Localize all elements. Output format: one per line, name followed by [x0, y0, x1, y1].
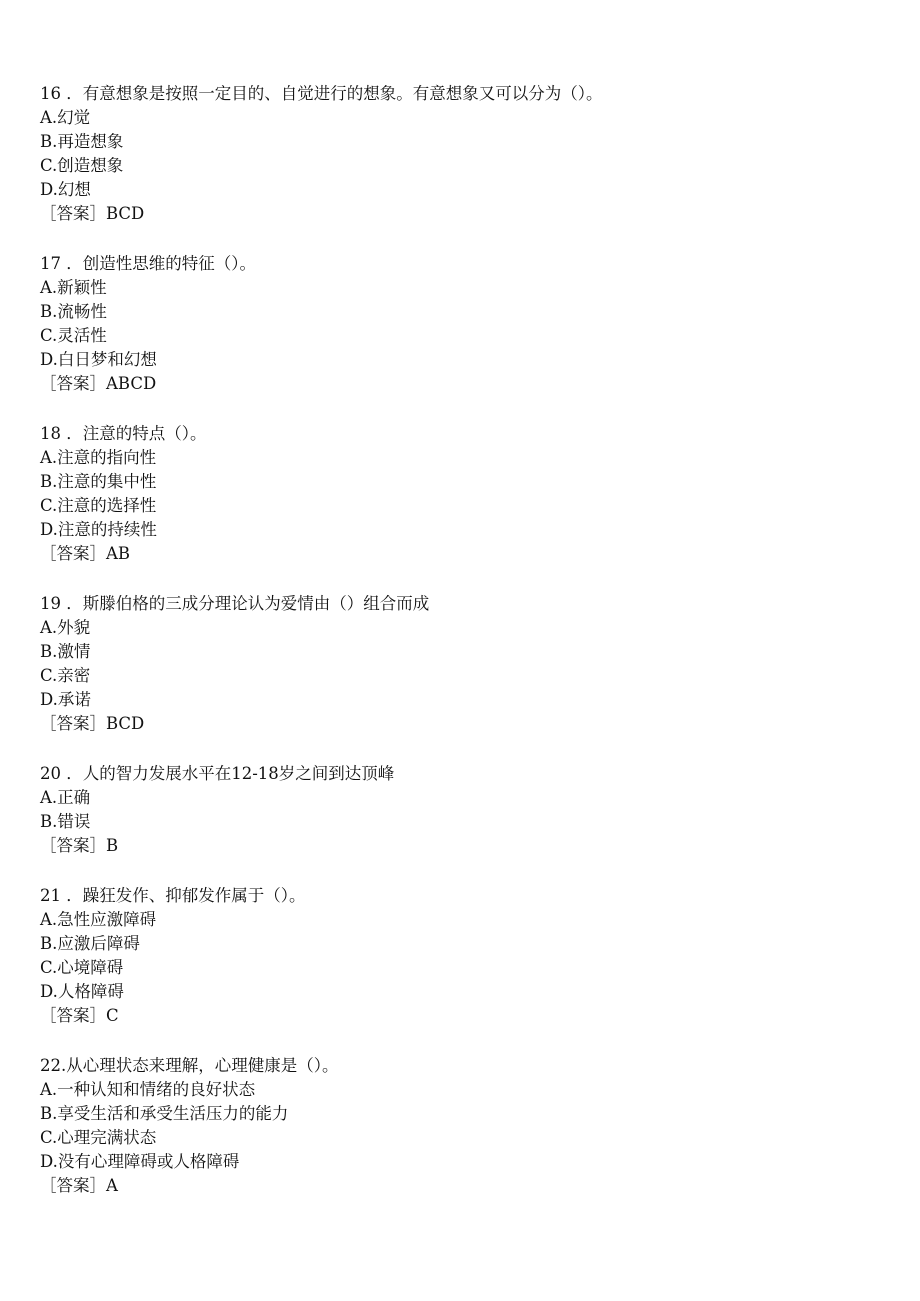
option-b: B.享受生活和承受生活压力的能力: [40, 1104, 289, 1123]
option-a: A.正确: [40, 788, 91, 807]
question-17: [40, 252, 880, 396]
option-c: C.心理完满状态: [40, 1128, 157, 1147]
option-d: D.白日梦和幻想: [40, 350, 157, 369]
answer-line: ［答案］AB: [40, 544, 131, 563]
option-d: D.没有心理障碍或人格障碍: [40, 1152, 240, 1171]
option-b: B.激情: [40, 642, 91, 661]
option-b: B.应激后障碍: [40, 934, 140, 953]
question-stem: 19 ．斯滕伯格的三成分理论认为爱情由（）组合而成: [40, 594, 430, 613]
option-c: C.心境障碍: [40, 958, 124, 977]
answer-line: ［答案］A: [40, 1176, 118, 1195]
answer-line: ［答案］ABCD: [40, 374, 157, 393]
option-c: C.亲密: [40, 666, 91, 685]
question-21: [40, 884, 880, 1028]
question-16: [40, 82, 880, 226]
option-a: A.急性应激障碍: [40, 910, 157, 929]
option-a: A.外貌: [40, 618, 91, 637]
option-d: D.幻想: [40, 180, 91, 199]
option-a: A.一种认知和情绪的良好状态: [40, 1080, 256, 1099]
question-20: [40, 762, 880, 858]
question-stem: 18 ．注意的特点（）。: [40, 424, 207, 443]
answer-line: ［答案］BCD: [40, 204, 145, 223]
answer-line: ［答案］BCD: [40, 714, 145, 733]
question-stem: 20 ．人的智力发展水平在12-18岁之间到达顶峰: [40, 764, 395, 783]
option-c: C.注意的选择性: [40, 496, 157, 515]
option-b: B.流畅性: [40, 302, 107, 321]
question-stem: 22.从心理状态来理解，心理健康是（）。: [40, 1056, 339, 1075]
option-c: C.创造想象: [40, 156, 124, 175]
question-22: [40, 1054, 880, 1198]
option-b: B.错误: [40, 812, 91, 831]
option-d: D.人格障碍: [40, 982, 124, 1001]
question-19: [40, 592, 880, 736]
question-stem: 16 ．有意想象是按照一定目的、自觉进行的想象。有意想象又可以分为（）。: [40, 84, 603, 103]
answer-line: ［答案］B: [40, 836, 119, 855]
question-18: [40, 422, 880, 566]
option-d: D.承诺: [40, 690, 91, 709]
option-b: B.注意的集中性: [40, 472, 157, 491]
option-a: A.注意的指向性: [40, 448, 157, 467]
question-stem: 17 ．创造性思维的特征（）。: [40, 254, 256, 273]
option-a: A.幻觉: [40, 108, 91, 127]
document-page: [40, 82, 880, 1198]
answer-line: ［答案］C: [40, 1006, 119, 1025]
option-c: C.灵活性: [40, 326, 107, 345]
option-a: A.新颖性: [40, 278, 107, 297]
option-d: D.注意的持续性: [40, 520, 157, 539]
question-stem: 21 ．躁狂发作、抑郁发作属于（）。: [40, 886, 306, 905]
option-b: B.再造想象: [40, 132, 124, 151]
